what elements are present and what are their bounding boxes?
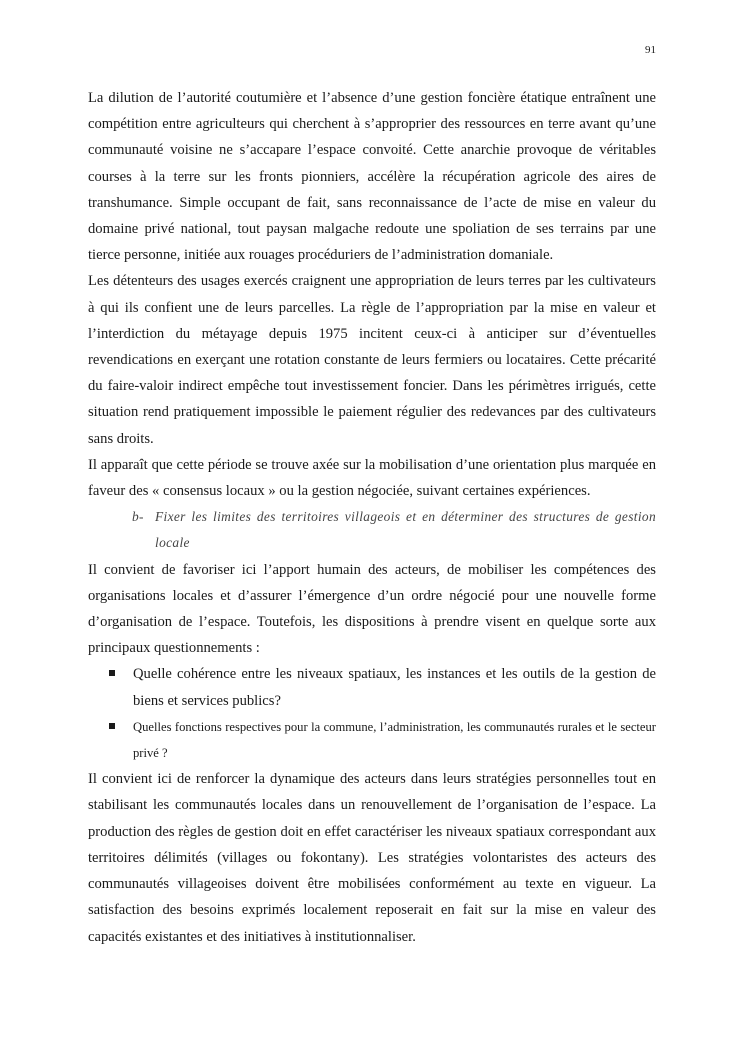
page-number: 91 [645,44,656,56]
questions-list [88,661,656,766]
list-item-text: Quelle cohérence entre les niveaux spatiaux, les instances et les outils de la gestion de biens et services publics? [133,666,656,709]
square-bullet-icon [109,723,115,729]
paragraph-land-competition: La dilution de l’autorité coutumière et l’absence d’une gestion foncière étatique entraînent une compétition entre agriculteurs qui cherchent à s’approprier des ressources en terre avant qu’une communauté voisine ne s’accapare l’espace convoité. Cette anarchie provoque de véritables courses à la terre sur les fronts pionniers, accélère la récupération agricole des aires de transhumance. Simple occupant de fait, sans reconnaissance de l’acte de mise en valeur du domaine privé national, tout paysan malgache redoute une spoliation de ses terrains par une tierce personne, initiée aux rouages procéduriers de l’administration domaniale. [88,90,656,264]
list-item [133,661,656,713]
paragraph-local-consensus: Il apparaît que cette période se trouve axée sur la mobilisation d’une orientation plus marquée en faveur des « consensus locaux » ou la gestion négociée, suivant certaines expériences. [88,456,656,500]
subheading-text: Fixer les limites des territoires villageois et en déterminer des structures de gestion locale [155,509,656,551]
document-body [88,85,656,950]
square-bullet-icon [109,670,115,676]
paragraph-human-contribution: Il convient de favoriser ici l’apport humain des acteurs, de mobiliser les compétences des organisations locales et d’assurer l’émergence d’un ordre négocié pour une nouvelle forme d’organisation de l’espace. Toutefois, les dispositions à prendre visent en quelque sorte aux principaux questionnements : [88,561,656,657]
paragraph-actor-dynamics: Il convient ici de renforcer la dynamique des acteurs dans leurs stratégies personnelles tout en stabilisant les communautés locales dans un renouvellement de l’organisation de l’espace. La production des règles de gestion doit en effet caractériser les niveaux spatiaux correspondant aux territoires délimités (villages ou fokontany). Les stratégies volontaristes des acteurs des communautés villageoises doivent être mobilisées conformément au texte en vigueur. La satisfaction des besoins exprimés localement reposerait en fait sur la mise en valeur des capacités existantes et des initiatives à institutionnaliser. [88,771,656,945]
subheading-marker: b- [132,509,144,525]
list-item-text: Quelles fonctions respectives pour la commune, l’administration, les communautés rurales et le secteur privé ? [133,719,656,761]
paragraph-tenure-precarity: Les détenteurs des usages exercés craignent une appropriation de leurs terres par les cultivateurs à qui ils confient une de leurs parcelles. La règle de l’appropriation par la mise en valeur et l’interdiction du métayage depuis 1975 incitent ceux-ci à anticiper sur d’éventuelles revendications en exerçant une rotation constante de leurs fermiers ou locataires. Cette précarité du faire-valoir indirect empêche tout investissement foncier. Dans les périmètres irrigués, cette situation rend pratiquement impossible le paiement régulier des redevances par des cultivateurs sans droits. [88,273,656,447]
list-item [133,714,656,766]
section-subheading [132,504,656,556]
